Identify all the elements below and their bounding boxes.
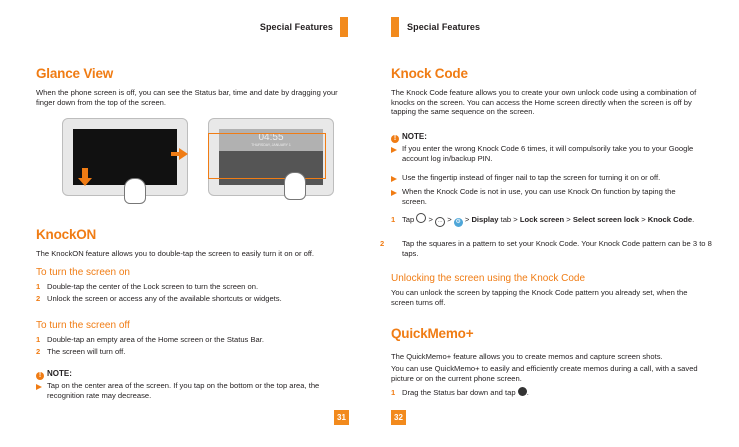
bullet-triangle-icon	[36, 384, 42, 390]
unlocking-heading: Unlocking the screen using the Knock Code	[391, 273, 586, 284]
bullet-triangle-icon	[391, 147, 397, 153]
unlocking-body: You can unlock the screen by tapping the Knock Code pattern you already set, when the screen turns off.	[391, 288, 688, 307]
knockon-title: KnockON	[36, 227, 97, 242]
highlight-frame	[208, 133, 326, 179]
turn-off-heading: To turn the screen off	[36, 320, 130, 331]
home-circle-icon	[416, 213, 426, 223]
clock-date: THURSDAY, JANUARY 1	[251, 143, 291, 147]
left-page	[0, 0, 369, 447]
knockon-body: The KnockON feature allows you to double-tap the screen to easily turn it on or off.	[36, 249, 315, 258]
quickmemo-title: QuickMemo+	[391, 326, 474, 341]
note-item: When the Knock Code is not in use, you can use Knock On function by taping the screen.	[402, 187, 676, 206]
note-heading: ! NOTE:	[391, 132, 427, 143]
note-info-icon: !	[36, 372, 44, 380]
knock-code-step-1: 1 Tap > ⋯ > ⚙ > Display tab > Lock screen > Select screen lock > Knock Code.	[391, 215, 695, 225]
list-item: 2 Unlock the screen or access any of the available shortcuts or widgets.	[36, 294, 282, 303]
page-number: 31	[334, 410, 349, 425]
note-info-icon: !	[391, 135, 399, 143]
hand-icon	[284, 172, 306, 200]
list-item: 1 Double-tap the center of the Lock screen to turn the screen on.	[36, 282, 259, 291]
header-accent-bar	[340, 17, 348, 37]
note-item: Tap on the center area of the screen. If you tap on the bottom or the top area, the recognition rate may decrease.	[47, 381, 320, 400]
apps-icon: ⋯	[435, 217, 445, 227]
knock-code-body: The Knock Code feature allows you to create your own unlock code using a combination of knocks on the screen. You can access the Home screen directly when the screen is off by tapping the same sequence on the screen.	[391, 88, 697, 117]
glance-view-body: When the phone screen is off, you can see the Status bar, time and date by dragging your finger down from the top of the screen.	[36, 88, 338, 107]
knock-code-title: Knock Code	[391, 66, 468, 81]
bullet-triangle-icon	[391, 176, 397, 182]
quickmemo-body-2: You can use QuickMemo+ to easily and efficiently create memos during a call, with a saved picture or on the current phone screen.	[391, 364, 698, 383]
quickmemo-step-1: 1 Drag the Status bar down and tap .	[391, 388, 529, 397]
page-header: Special Features	[259, 22, 333, 32]
quickmemo-body-1: The QuickMemo+ feature allows you to create memos and capture screen shots.	[391, 352, 663, 361]
list-item: 2 The screen will turn off.	[36, 347, 126, 356]
clock-time: 04:55	[258, 132, 284, 143]
arrow-right-icon	[179, 148, 188, 160]
quickmemo-icon	[518, 387, 527, 396]
turn-on-heading: To turn the screen on	[36, 267, 130, 278]
page-header: Special Features	[407, 22, 481, 32]
list-item: 1 Double-tap an empty area of the Home screen or the Status Bar.	[36, 335, 264, 344]
hand-icon	[124, 178, 146, 204]
right-page	[369, 0, 739, 447]
header-accent-bar	[391, 17, 399, 37]
note-item: Use the fingertip instead of finger nail to tap the screen for turning it on or off.	[402, 173, 661, 182]
glance-view-title: Glance View	[36, 66, 114, 81]
note-heading: ! NOTE:	[36, 369, 72, 380]
bullet-triangle-icon	[391, 190, 397, 196]
knock-code-step-2: 2 Tap the squares in a pattern to set your Knock Code. Your Knock Code pattern can be 3 to 8 taps.	[380, 239, 712, 258]
page-number: 32	[391, 410, 406, 425]
settings-icon: ⚙	[455, 219, 461, 225]
note-item: If you enter the wrong Knock Code 6 times, it will compulsorily take you to your Google account log in/backup PIN.	[402, 144, 694, 163]
